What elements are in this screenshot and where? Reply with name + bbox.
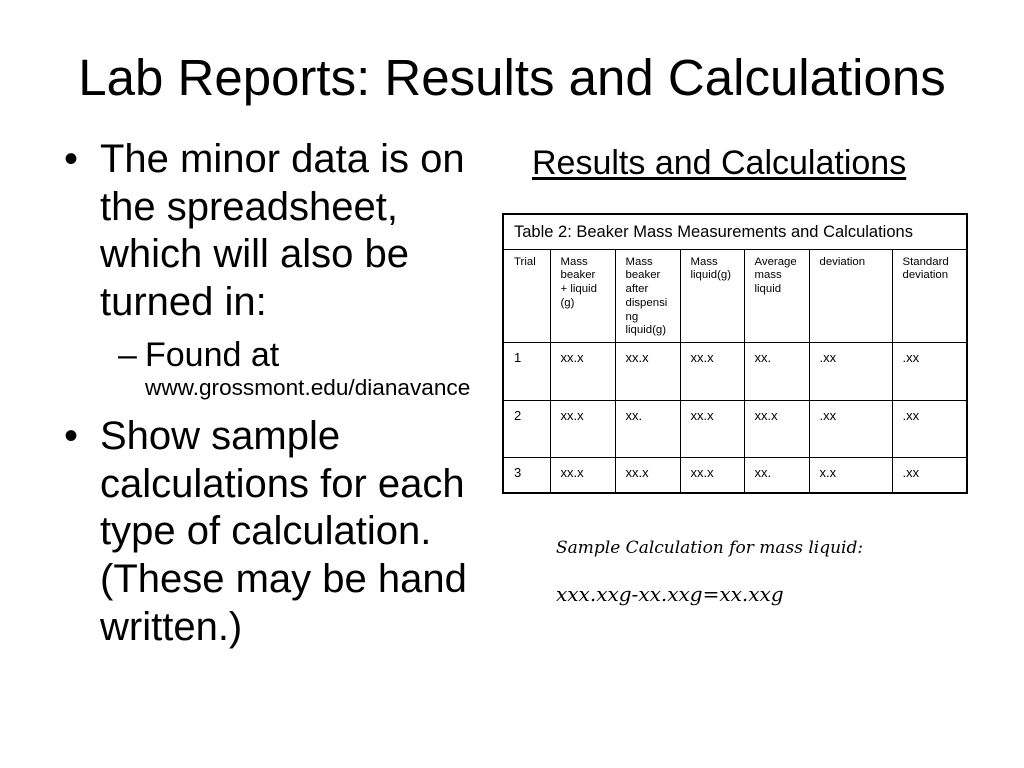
table-cell: .xx [809,342,892,400]
table-cell: .xx [809,400,892,457]
column-header-mass-beaker-liquid: Mass beaker + liquid (g) [550,249,615,342]
table-row [503,457,967,493]
website-url: www.grossmont.edu/dianavance [145,375,471,400]
sample-calculation-label: Sample Calculation for mass liquid: [556,538,864,558]
table-caption-row [503,214,967,249]
table-row [503,400,967,457]
table-cell: xx.x [615,342,680,400]
column-header-trial: Trial [503,249,550,342]
slide-title: Lab Reports: Results and Calculations [78,49,946,106]
table-cell: xx.x [744,400,809,457]
table-cell: 3 [503,457,550,493]
table-cell: xx. [615,400,680,457]
table-cell: xx. [744,342,809,400]
table-caption: Table 2: Beaker Mass Measurements and Calculations [503,214,967,249]
bullet-spreadsheet: • The minor data is on the spreadsheet, which will also be turned in: [100,136,475,327]
table-cell: xx.x [680,400,744,457]
table-cell: xx.x [550,457,615,493]
table-cell: xx.x [550,342,615,400]
column-header-mass-beaker-after: Mass beaker after dispensing liquid(g) [615,249,680,342]
beaker-mass-table [502,213,968,494]
bullet-sample-calculations: • Show sample calculations for each type of calculation. (These may be hand written.) [100,413,475,652]
column-header-average-mass: Average mass liquid [744,249,809,342]
table-cell: xx.x [680,457,744,493]
table-cell: .xx [892,457,967,493]
column-header-deviation: deviation [809,249,892,342]
results-heading: Results and Calculations [532,144,907,182]
sample-calculation-equation: xxx.xxg-xx.xxg=xx.xxg [556,582,784,606]
table-cell: 1 [503,342,550,400]
column-header-mass-liquid: Mass liquid(g) [680,249,744,342]
sub-bullet-found-at: – Found at [145,335,279,375]
table-cell: x.x [809,457,892,493]
table-row [503,342,967,400]
table-cell: xx.x [680,342,744,400]
table-cell: .xx [892,400,967,457]
table-cell: 2 [503,400,550,457]
table-cell: xx.x [615,457,680,493]
table-header-row [503,249,967,342]
table-cell: .xx [892,342,967,400]
column-header-standard-deviation: Standard deviation [892,249,967,342]
table-cell: xx. [744,457,809,493]
table-cell: xx.x [550,400,615,457]
